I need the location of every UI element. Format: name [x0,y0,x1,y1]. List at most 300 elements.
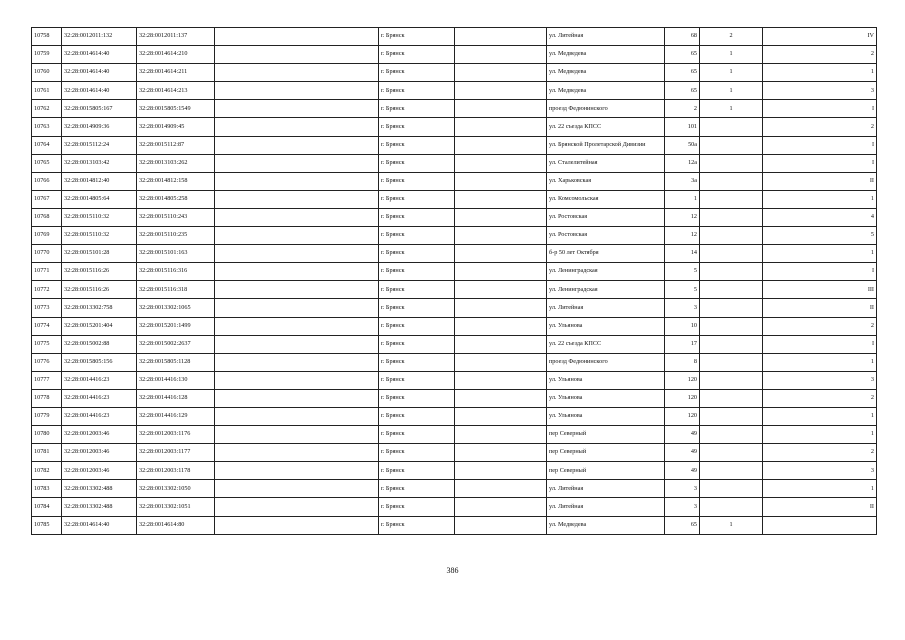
premises-cell: 1 [763,426,877,444]
house-number-cell: 120 [665,389,700,407]
house-number-cell: 12а [665,154,700,172]
cadastral-object-cell: 32:28:0013103:262 [137,154,215,172]
building-cell [700,154,763,172]
house-number-cell: 65 [665,64,700,82]
cadastral-parcel-cell: 32:28:0014805:64 [62,190,137,208]
house-number-cell: 1 [665,190,700,208]
empty-cell [455,245,547,263]
house-number-cell: 65 [665,82,700,100]
empty-cell [455,462,547,480]
row-number-cell: 10777 [32,371,62,389]
city-cell: г. Брянск [379,426,455,444]
city-cell: г. Брянск [379,227,455,245]
cadastral-object-cell: 32:28:0015110:243 [137,208,215,226]
building-cell [700,227,763,245]
house-number-cell: 120 [665,407,700,425]
table-row [32,371,877,389]
city-cell: г. Брянск [379,317,455,335]
cadastral-parcel-cell: 32:28:0014614:40 [62,46,137,64]
row-number-cell: 10761 [32,82,62,100]
empty-cell [455,407,547,425]
cadastral-parcel-cell: 32:28:0014416:23 [62,389,137,407]
empty-cell [215,480,379,498]
premises-cell: 4 [763,208,877,226]
city-cell: г. Брянск [379,100,455,118]
empty-cell [215,444,379,462]
building-cell: 1 [700,82,763,100]
empty-cell [215,263,379,281]
empty-cell [215,371,379,389]
building-cell: 1 [700,46,763,64]
city-cell: г. Брянск [379,516,455,534]
city-cell: г. Брянск [379,64,455,82]
street-cell: ул. Ульянова [547,389,665,407]
empty-cell [455,172,547,190]
city-cell: г. Брянск [379,82,455,100]
row-number-cell: 10775 [32,335,62,353]
table-row [32,335,877,353]
empty-cell [215,317,379,335]
premises-cell: II [763,299,877,317]
row-number-cell: 10768 [32,208,62,226]
cadastral-parcel-cell: 32:28:0014416:23 [62,371,137,389]
house-number-cell: 65 [665,46,700,64]
empty-cell [455,100,547,118]
row-number-cell: 10780 [32,426,62,444]
house-number-cell: 3а [665,172,700,190]
table-row [32,498,877,516]
house-number-cell: 14 [665,245,700,263]
street-cell: ул. Комсомольская [547,190,665,208]
street-cell: ул. Ростовская [547,208,665,226]
city-cell: г. Брянск [379,118,455,136]
row-number-cell: 10762 [32,100,62,118]
cadastral-parcel-cell: 32:28:0014614:40 [62,82,137,100]
building-cell [700,371,763,389]
table-row [32,516,877,534]
row-number-cell: 10760 [32,64,62,82]
city-cell: г. Брянск [379,190,455,208]
building-cell: 2 [700,28,763,46]
city-cell: г. Брянск [379,389,455,407]
building-cell [700,245,763,263]
table-row [32,190,877,208]
empty-cell [215,208,379,226]
cadastral-parcel-cell: 32:28:0013103:42 [62,154,137,172]
empty-cell [215,335,379,353]
table-row [32,407,877,425]
street-cell: ул. Ленинградская [547,281,665,299]
premises-cell: I [763,100,877,118]
house-number-cell: 3 [665,498,700,516]
city-cell: г. Брянск [379,263,455,281]
empty-cell [455,227,547,245]
cadastral-object-cell: 32:28:0014614:211 [137,64,215,82]
city-cell: г. Брянск [379,208,455,226]
city-cell: г. Брянск [379,462,455,480]
empty-cell [215,28,379,46]
premises-cell: IV [763,28,877,46]
row-number-cell: 10784 [32,498,62,516]
house-number-cell: 12 [665,227,700,245]
empty-cell [455,516,547,534]
building-cell [700,118,763,136]
row-number-cell: 10765 [32,154,62,172]
cadastral-object-cell: 32:28:0015116:316 [137,263,215,281]
empty-cell [215,516,379,534]
cadastral-object-cell: 32:28:0015805:1128 [137,353,215,371]
house-number-cell: 10 [665,317,700,335]
street-cell: ул. Литейная [547,299,665,317]
house-number-cell: 50а [665,136,700,154]
house-number-cell: 120 [665,371,700,389]
house-number-cell: 5 [665,263,700,281]
city-cell: г. Брянск [379,498,455,516]
table-row [32,227,877,245]
table-row [32,64,877,82]
empty-cell [215,136,379,154]
street-cell: ул. Сталелитейная [547,154,665,172]
row-number-cell: 10783 [32,480,62,498]
page-number: 386 [446,566,459,575]
street-cell: пер Северный [547,444,665,462]
row-number-cell: 10776 [32,353,62,371]
row-number-cell: 10764 [32,136,62,154]
premises-cell: 3 [763,462,877,480]
street-cell: пер Северный [547,462,665,480]
empty-cell [455,118,547,136]
premises-cell: 2 [763,444,877,462]
premises-cell: 1 [763,245,877,263]
street-cell: ул. Харьковская [547,172,665,190]
premises-cell: I [763,154,877,172]
empty-cell [215,462,379,480]
building-cell [700,299,763,317]
row-number-cell: 10772 [32,281,62,299]
cadastral-object-cell: 32:28:0012003:1178 [137,462,215,480]
table-body [32,28,877,535]
house-number-cell: 17 [665,335,700,353]
cadastral-parcel-cell: 32:28:0015116:26 [62,263,137,281]
city-cell: г. Брянск [379,299,455,317]
empty-cell [455,64,547,82]
row-number-cell: 10759 [32,46,62,64]
premises-cell: II [763,498,877,516]
row-number-cell: 10778 [32,389,62,407]
premises-cell: 2 [763,317,877,335]
row-number-cell: 10773 [32,299,62,317]
premises-cell: 2 [763,118,877,136]
building-cell [700,208,763,226]
cadastral-parcel-cell: 32:28:0015201:404 [62,317,137,335]
empty-cell [215,64,379,82]
building-cell: 1 [700,516,763,534]
cadastral-object-cell: 32:28:0014909:45 [137,118,215,136]
house-number-cell: 65 [665,516,700,534]
cadastral-parcel-cell: 32:28:0015112:24 [62,136,137,154]
empty-cell [215,46,379,64]
cadastral-parcel-cell: 32:28:0012003:46 [62,462,137,480]
empty-cell [455,498,547,516]
building-cell [700,462,763,480]
city-cell: г. Брянск [379,407,455,425]
house-number-cell: 5 [665,281,700,299]
row-number-cell: 10766 [32,172,62,190]
cadastral-object-cell: 32:28:0014614:210 [137,46,215,64]
premises-cell: I [763,263,877,281]
building-cell: 1 [700,64,763,82]
city-cell: г. Брянск [379,480,455,498]
premises-cell: 1 [763,480,877,498]
empty-cell [455,335,547,353]
street-cell: проезд Федюнинского [547,100,665,118]
cadastral-object-cell: 32:28:0012011:137 [137,28,215,46]
cadastral-object-cell: 32:28:0014416:128 [137,389,215,407]
street-cell: б-р 50 лет Октября [547,245,665,263]
premises-cell: III [763,281,877,299]
building-cell [700,136,763,154]
premises-cell: 1 [763,407,877,425]
cadastral-object-cell: 32:28:0014614:213 [137,82,215,100]
house-number-cell: 2 [665,100,700,118]
premises-cell: 3 [763,82,877,100]
cadastral-parcel-cell: 32:28:0015116:26 [62,281,137,299]
empty-cell [215,118,379,136]
building-cell [700,190,763,208]
cadastral-parcel-cell: 32:28:0012003:46 [62,426,137,444]
city-cell: г. Брянск [379,353,455,371]
street-cell: ул. Ульянова [547,371,665,389]
city-cell: г. Брянск [379,28,455,46]
empty-cell [215,353,379,371]
cadastral-parcel-cell: 32:28:0012003:46 [62,444,137,462]
house-number-cell: 3 [665,299,700,317]
cadastral-parcel-cell: 32:28:0014812:40 [62,172,137,190]
empty-cell [455,208,547,226]
cadastral-parcel-cell: 32:28:0014614:40 [62,516,137,534]
empty-cell [215,389,379,407]
table-row [32,281,877,299]
empty-cell [455,426,547,444]
empty-cell [215,82,379,100]
building-cell [700,353,763,371]
cadastral-parcel-cell: 32:28:0013302:758 [62,299,137,317]
street-cell: ул. Медведева [547,82,665,100]
empty-cell [215,407,379,425]
cadastral-parcel-cell: 32:28:0015110:32 [62,227,137,245]
house-number-cell: 49 [665,426,700,444]
street-cell: ул. Ульянова [547,407,665,425]
empty-cell [455,317,547,335]
cadastral-parcel-cell: 32:28:0012011:132 [62,28,137,46]
registry-table [31,27,877,535]
cadastral-object-cell: 32:28:0012003:1177 [137,444,215,462]
table-row [32,353,877,371]
table-row [32,100,877,118]
table-row [32,136,877,154]
table-row [32,46,877,64]
cadastral-parcel-cell: 32:28:0014614:40 [62,64,137,82]
empty-cell [215,154,379,172]
premises-cell: 2 [763,389,877,407]
building-cell [700,444,763,462]
empty-cell [215,100,379,118]
empty-cell [215,190,379,208]
row-number-cell: 10763 [32,118,62,136]
premises-cell: I [763,136,877,154]
building-cell [700,498,763,516]
empty-cell [455,480,547,498]
table-row [32,118,877,136]
house-number-cell: 49 [665,462,700,480]
cadastral-object-cell: 32:28:0015110:235 [137,227,215,245]
street-cell: ул. Ульянова [547,317,665,335]
premises-cell: I [763,335,877,353]
city-cell: г. Брянск [379,136,455,154]
cadastral-object-cell: 32:28:0015002:2637 [137,335,215,353]
cadastral-object-cell: 32:28:0014614:80 [137,516,215,534]
city-cell: г. Брянск [379,46,455,64]
empty-cell [455,190,547,208]
row-number-cell: 10758 [32,28,62,46]
street-cell: ул. Ленинградская [547,263,665,281]
city-cell: г. Брянск [379,281,455,299]
house-number-cell: 3 [665,480,700,498]
street-cell: ул. Медведева [547,64,665,82]
cadastral-object-cell: 32:28:0014805:258 [137,190,215,208]
street-cell: ул. Литейная [547,480,665,498]
building-cell [700,172,763,190]
city-cell: г. Брянск [379,371,455,389]
city-cell: г. Брянск [379,172,455,190]
table-row [32,444,877,462]
building-cell: 1 [700,100,763,118]
premises-cell: 5 [763,227,877,245]
empty-cell [455,82,547,100]
street-cell: проезд Федюнинского [547,353,665,371]
row-number-cell: 10769 [32,227,62,245]
street-cell: ул. 22 съезда КПСС [547,118,665,136]
cadastral-object-cell: 32:28:0014812:158 [137,172,215,190]
city-cell: г. Брянск [379,245,455,263]
cadastral-parcel-cell: 32:28:0013302:488 [62,480,137,498]
street-cell: ул. Медведева [547,516,665,534]
premises-cell: 3 [763,371,877,389]
premises-cell: 1 [763,64,877,82]
house-number-cell: 68 [665,28,700,46]
city-cell: г. Брянск [379,154,455,172]
cadastral-parcel-cell: 32:28:0015805:156 [62,353,137,371]
city-cell: г. Брянск [379,335,455,353]
city-cell: г. Брянск [379,444,455,462]
empty-cell [215,426,379,444]
table-row [32,462,877,480]
building-cell [700,263,763,281]
table-row [32,426,877,444]
street-cell: ул. Литейная [547,28,665,46]
cadastral-object-cell: 32:28:0015805:1549 [137,100,215,118]
row-number-cell: 10770 [32,245,62,263]
cadastral-object-cell: 32:28:0013302:1065 [137,299,215,317]
empty-cell [215,299,379,317]
house-number-cell: 101 [665,118,700,136]
cadastral-object-cell: 32:28:0015101:163 [137,245,215,263]
cadastral-object-cell: 32:28:0012003:1176 [137,426,215,444]
row-number-cell: 10774 [32,317,62,335]
row-number-cell: 10771 [32,263,62,281]
empty-cell [455,371,547,389]
building-cell [700,389,763,407]
street-cell: ул. Медведева [547,46,665,64]
table-row [32,263,877,281]
row-number-cell: 10767 [32,190,62,208]
premises-cell: 1 [763,190,877,208]
building-cell [700,317,763,335]
building-cell [700,281,763,299]
house-number-cell: 12 [665,208,700,226]
table-row [32,389,877,407]
empty-cell [215,245,379,263]
premises-cell: 2 [763,46,877,64]
cadastral-object-cell: 32:28:0013302:1050 [137,480,215,498]
table-row [32,208,877,226]
empty-cell [455,46,547,64]
street-cell: ул. Брянской Пролетарской Дивизии [547,136,665,154]
cadastral-object-cell: 32:28:0015201:1499 [137,317,215,335]
cadastral-parcel-cell: 32:28:0013302:488 [62,498,137,516]
empty-cell [215,281,379,299]
street-cell: ул. Ростовская [547,227,665,245]
empty-cell [455,136,547,154]
row-number-cell: 10785 [32,516,62,534]
cadastral-object-cell: 32:28:0014416:130 [137,371,215,389]
cadastral-object-cell: 32:28:0013302:1051 [137,498,215,516]
street-cell: пер Северный [547,426,665,444]
premises-cell: II [763,172,877,190]
row-number-cell: 10779 [32,407,62,425]
cadastral-object-cell: 32:28:0014416:129 [137,407,215,425]
table-row [32,245,877,263]
empty-cell [455,299,547,317]
table-row [32,172,877,190]
cadastral-parcel-cell: 32:28:0014909:36 [62,118,137,136]
empty-cell [455,444,547,462]
premises-cell [763,516,877,534]
cadastral-parcel-cell: 32:28:0015101:28 [62,245,137,263]
table-row [32,28,877,46]
empty-cell [215,172,379,190]
table-row [32,82,877,100]
building-cell [700,407,763,425]
premises-cell: 1 [763,353,877,371]
cadastral-parcel-cell: 32:28:0014416:23 [62,407,137,425]
cadastral-parcel-cell: 32:28:0015805:167 [62,100,137,118]
row-number-cell: 10782 [32,462,62,480]
cadastral-parcel-cell: 32:28:0015002:88 [62,335,137,353]
empty-cell [455,353,547,371]
house-number-cell: 8 [665,353,700,371]
row-number-cell: 10781 [32,444,62,462]
empty-cell [455,281,547,299]
empty-cell [455,389,547,407]
table-row [32,480,877,498]
table-row [32,317,877,335]
building-cell [700,426,763,444]
empty-cell [455,263,547,281]
empty-cell [455,154,547,172]
table-row [32,299,877,317]
street-cell: ул. 22 съезда КПСС [547,335,665,353]
